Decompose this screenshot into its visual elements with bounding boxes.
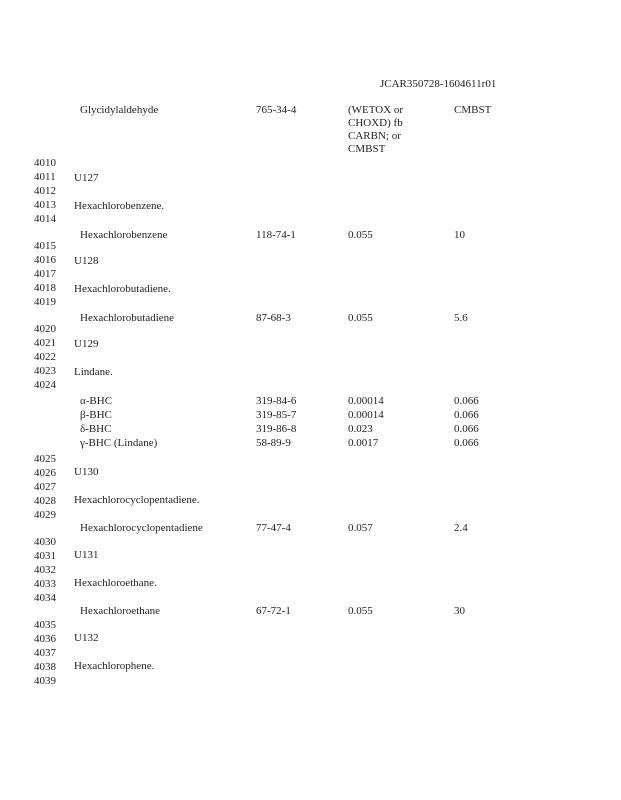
constituent-name: Glycidylaldehyde	[80, 104, 159, 116]
line-number: 4016	[34, 254, 56, 266]
line-number: 4035	[34, 619, 56, 631]
line-number: 4010	[34, 157, 56, 169]
constituent-name: γ-BHC (Lindane)	[80, 437, 158, 449]
line-number: 4030	[34, 536, 56, 548]
nonwastewater-standard: 0.066	[454, 409, 479, 421]
line-number: 4032	[34, 564, 56, 576]
line-number: 4026	[34, 467, 56, 479]
wastewater-standard: 0.00014	[348, 409, 384, 421]
cas-number: 319-86-8	[256, 423, 297, 435]
wastewater-standard: (WETOX or CHOXD) fb CARBN; or CMBST	[348, 104, 404, 155]
line-number: 4033	[34, 578, 56, 590]
line-number: 4019	[34, 296, 56, 308]
nonwastewater-standard: 0.066	[454, 395, 479, 407]
line-number: 4036	[34, 633, 56, 645]
line-number: 4017	[34, 268, 56, 280]
nonwastewater-standard: 5.6	[454, 312, 468, 324]
wastewater-standard: 0.00014	[348, 395, 384, 407]
cas-number: 118-74-1	[256, 229, 296, 241]
waste-title: Hexachlorocyclopentadiene.	[74, 494, 200, 506]
line-number: 4037	[34, 647, 56, 659]
cas-number: 319-84-6	[256, 395, 297, 407]
constituent-name: Hexachloroethane	[80, 605, 161, 617]
line-number: 4029	[34, 509, 56, 521]
wastewater-standard: 0.055	[348, 229, 373, 241]
cas-number: 77-47-4	[256, 522, 291, 534]
waste-code: U132	[74, 632, 99, 644]
cas-number: 319-85-7	[256, 409, 297, 421]
constituent-name: Hexachlorobenzene	[80, 229, 168, 241]
nonwastewater-standard: 10	[454, 229, 465, 241]
constituent-name: Hexachlorobutadiene	[80, 312, 175, 324]
line-number: 4027	[34, 481, 56, 493]
line-number: 4012	[34, 185, 56, 197]
nonwastewater-standard: 30	[454, 605, 465, 617]
waste-title: Hexachlorobenzene.	[74, 200, 165, 212]
constituent-name: β-BHC	[80, 409, 112, 421]
line-number: 4039	[34, 675, 56, 687]
line-number: 4018	[34, 282, 56, 294]
line-number: 4034	[34, 592, 56, 604]
constituent-name: Hexachlorocyclopentadiene	[80, 522, 203, 534]
waste-title: Hexachloroethane.	[74, 577, 157, 589]
nonwastewater-standard: CMBST	[454, 104, 492, 116]
wastewater-standard: 0.055	[348, 605, 373, 617]
nonwastewater-standard: 2.4	[454, 522, 468, 534]
waste-code: U127	[74, 172, 99, 184]
line-number: 4021	[34, 337, 56, 349]
waste-code: U130	[74, 466, 99, 478]
waste-code: U131	[74, 549, 99, 561]
nonwastewater-standard: 0.066	[454, 423, 479, 435]
waste-title: Hexachlorobutadiene.	[74, 283, 171, 295]
wastewater-standard: 0.057	[348, 522, 373, 534]
line-number: 4025	[34, 453, 56, 465]
nonwastewater-standard: 0.066	[454, 437, 479, 449]
cas-number: 67-72-1	[256, 605, 291, 617]
waste-title: Hexachlorophene.	[74, 660, 155, 672]
line-number: 4013	[34, 199, 56, 211]
waste-code: U128	[74, 255, 99, 267]
wastewater-standard: 0.0017	[348, 437, 379, 449]
line-number: 4023	[34, 365, 56, 377]
line-number: 4015	[34, 240, 56, 252]
line-number: 4022	[34, 351, 56, 363]
line-number: 4020	[34, 323, 56, 335]
line-number: 4014	[34, 213, 56, 225]
wastewater-standard: 0.023	[348, 423, 373, 435]
document-id: JCAR350728-1604611r01	[380, 78, 497, 90]
line-number: 4024	[34, 379, 56, 391]
cas-number: 87-68-3	[256, 312, 291, 324]
wastewater-standard: 0.055	[348, 312, 373, 324]
constituent-name: δ-BHC	[80, 423, 112, 435]
cas-number: 58-89-9	[256, 437, 291, 449]
waste-code: U129	[74, 338, 99, 350]
line-number: 4028	[34, 495, 56, 507]
line-number: 4031	[34, 550, 56, 562]
line-number: 4038	[34, 661, 56, 673]
waste-title: Lindane.	[74, 366, 113, 378]
constituent-name: α-BHC	[80, 395, 113, 407]
cas-number: 765-34-4	[256, 104, 297, 116]
line-number: 4011	[34, 171, 56, 183]
